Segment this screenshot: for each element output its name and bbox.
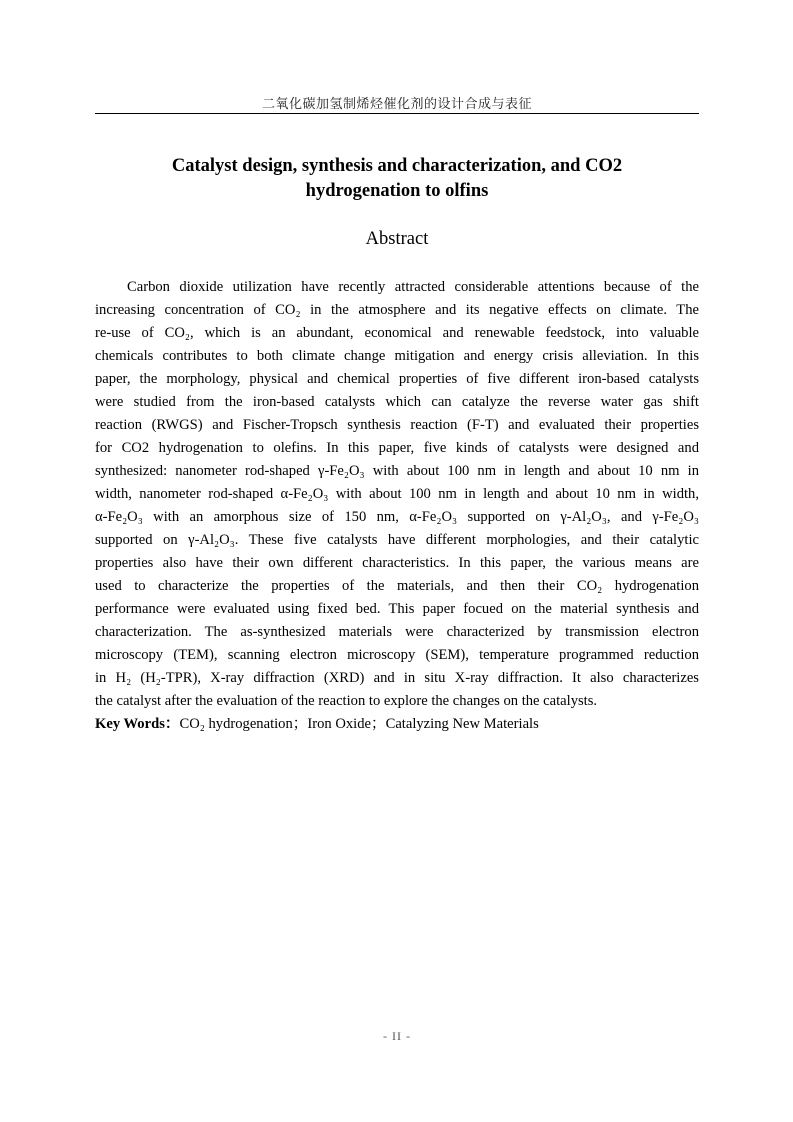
running-header: 二氧化碳加氢制烯烃催化剂的设计合成与表征	[261, 96, 532, 111]
abstract-body	[95, 276, 699, 736]
abstract-line: were studied from the iron-based catalysts which can catalyze the reverse water gas shift	[95, 394, 699, 410]
abstract-line: in H₂ (H₂-TPR), X-ray diffraction (XRD) and in situ X-ray diffraction. It also characterizes	[95, 670, 699, 686]
abstract-line: width, nanometer rod-shaped α-Fe₂O₃ with about 100 nm in length and about 10 nm in width,	[95, 486, 699, 502]
abstract-line: the catalyst after the evaluation of the reaction to explore the changes on the catalysts.	[95, 693, 598, 709]
keywords-label: Key Words：	[95, 716, 180, 732]
page-number: - II -	[383, 1029, 411, 1043]
keywords	[95, 713, 699, 736]
abstract-line: reaction (RWGS) and Fischer-Tropsch synthesis reaction (F-T) and evaluated their properties	[95, 417, 699, 433]
title-line-2: hydrogenation to olfins	[305, 181, 489, 201]
abstract-line: chemicals contributes to both climate change mitigation and energy crisis alleviation. In this	[95, 348, 699, 364]
abstract-line: for CO2 hydrogenation to olefins. In this paper, five kinds of catalysts were designed and	[95, 440, 699, 456]
abstract-line: paper, the morphology, physical and chemical properties of five different iron-based catalysts	[95, 371, 699, 387]
title-line-1: Catalyst design, synthesis and characterization, and CO2	[171, 156, 623, 176]
abstract-line: increasing concentration of CO₂ in the atmosphere and its negative effects on climate. The	[95, 302, 699, 318]
abstract-line: performance were evaluated using fixed bed. This paper focued on the material synthesis and	[95, 601, 699, 617]
abstract-line: α-Fe₂O₃ with an amorphous size of 150 nm, α-Fe₂O₃ supported on γ-Al₂O₃, and γ-Fe₂O₃	[95, 509, 699, 525]
keywords-text: CO₂ hydrogenation；Iron Oxide；Catalyzing New Materials	[179, 716, 539, 732]
abstract-heading: Abstract	[365, 229, 429, 249]
abstract-line: Carbon dioxide utilization have recently attracted considerable attentions because of the	[127, 279, 699, 295]
abstract-line: supported on γ-Al₂O₃. These five catalysts have different morphologies, and their catalytic	[95, 532, 699, 548]
header-rule	[95, 113, 699, 114]
abstract-line: properties also have their own different characteristics. In this paper, the various means are	[95, 555, 699, 571]
abstract-line: synthesized: nanometer rod-shaped γ-Fe₂O₃ with about 100 nm in length and about 10 nm in	[95, 463, 699, 479]
abstract-line: microscopy (TEM), scanning electron microscopy (SEM), temperature programmed reduction	[95, 647, 699, 663]
abstract-line: characterization. The as-synthesized materials were characterized by transmission electron	[95, 624, 699, 640]
abstract-line: re-use of CO₂, which is an abundant, economical and renewable feedstock, into valuable	[95, 325, 699, 341]
paper-title	[95, 154, 699, 204]
abstract-line: used to characterize the properties of the materials, and then their CO₂ hydrogenation	[95, 578, 699, 594]
